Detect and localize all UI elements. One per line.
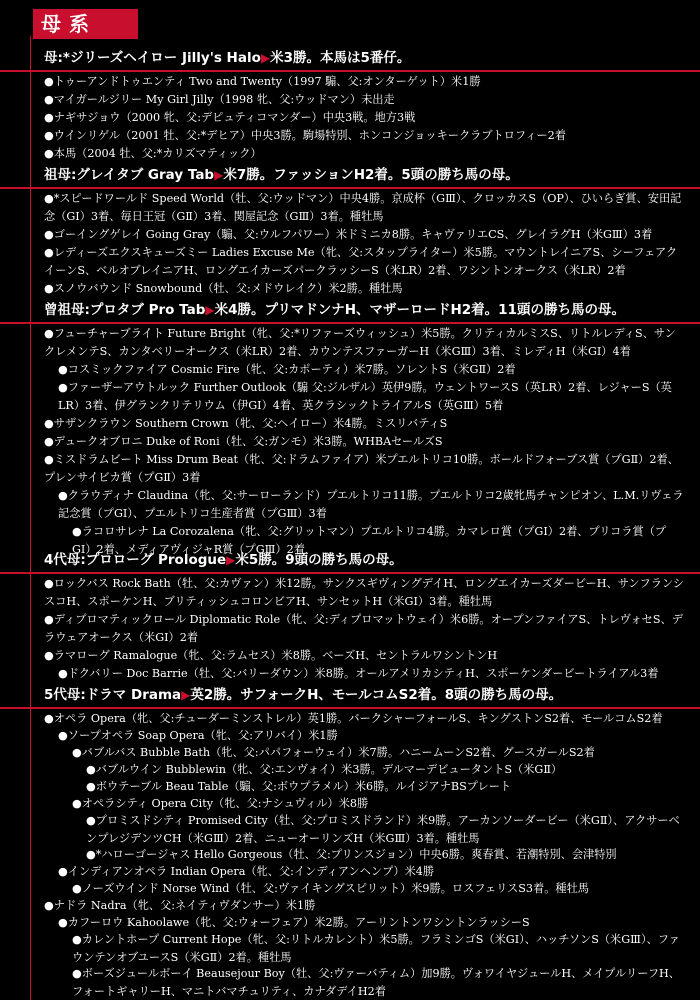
list-item: ●インディアンオペラ Indian Opera（牝、父:インディアンヘンプ）米4勝	[58, 865, 435, 878]
list-item: ●ノーズウインド Norse Wind（牡、父:ヴァイキングスピリット）米9勝。ロスフェリスS3着。種牡馬	[72, 882, 589, 895]
heading-rest: 米5勝。9頭の勝ち馬の母。	[235, 552, 403, 568]
list-item: ●コスミックファイア Cosmic Fire（牝、父:カポーティ）米7勝。ソレントS（米GⅡ）2着	[58, 363, 516, 376]
heading-rule	[0, 572, 700, 574]
list-item: ●ラコロサレナ La Corozalena（牝、父:グリットマン）プエルトリコ4勝。カマレロ賞（プGⅠ）2着、プリコラ賞（プGⅠ）2着、メディアヴィジャR賞（プGⅢ）2着	[72, 525, 667, 556]
heading-main: 母:*ジリーズヘイロー Jilly's Halo	[44, 50, 261, 66]
heading-rule	[0, 322, 700, 324]
list-item: ●トゥーアンドトゥエンティ Two and Twenty（1997 騸、父:オンターゲット）米1勝	[44, 75, 481, 88]
list-item: ●フューチャーブライト Future Bright（牝、父:*リファーズウィッシュ）米5勝。クリティカルミスS、リトルレディS、サンクレメンテS、カンタベリーオークス（米LR）2着、カウンテスファーガーH（米GⅢ）3着、ミレディH（米GⅠ）4着	[44, 327, 676, 358]
list-item: ●デュークオブロニ Duke of Roni（牡、父:ガンモ）米3勝。WHBAセールズS	[44, 435, 443, 448]
triangle-icon: ▶	[205, 303, 215, 317]
list-item: ●オペラシティ Opera City（牝、父:ナシュヴィル）米8勝	[72, 797, 369, 810]
list-item: ●カフーロウ Kahoolawe（牝、父:ウォーフェア）米2勝。アーリントンワシントンラッシーS	[58, 916, 530, 929]
triangle-icon: ▶	[181, 688, 191, 702]
heading-rule	[0, 707, 700, 709]
list-item: ●オペラ Opera（牝、父:チューダーミンストレル）英1勝。バークシャーフォールS、キングストンS2着、モールコムS2着	[44, 712, 663, 725]
list-item: ●ボーズジュールボーイ Beausejour Boy（牡、父:ヴァーバティム）加9勝。ヴォワイヤジュールH、メイプルリーフH、フォートギャリーH、マニトバマチュリティ、カナダデイH2着	[72, 967, 680, 998]
list-item: ●マイガールジリー My Girl Jilly（1998 牝、父:ウッドマン）未出走	[44, 93, 395, 106]
heading-rule	[0, 187, 700, 189]
heading-rule	[0, 70, 700, 72]
heading-main: 祖母:グレイタブ Gray Tab	[44, 167, 215, 183]
list-item: ●*ハローゴージャス Hello Gorgeous（牡、父:プリンスジョン）中央6勝。爽春賞、若潮特別、会津特別	[86, 848, 617, 861]
list-item: ●プロミスドシティ Promised City（牡、父:プロミスドランド）米9勝。アーカンソーダービー（米GⅡ）、アクサーベンプレジデンツCH（米GⅢ）2着、ニューオーリンズH（米GⅢ）3着。種牡馬	[86, 814, 680, 845]
list-item: ●レディーズエクスキューズミー Ladies Excuse Me（牝、父:スタップライター）米5勝。マウントレイニアS、シーフェアクイーンS、ベルオブレイニアH、ロングエイカーズパークラッシーS（米LR）2着、ワシントンオークス（米LR）2着	[44, 246, 678, 277]
heading-main: 曾祖母:プロタブ Pro Tab	[44, 302, 206, 318]
list-item: ●ファーザーアウトルック Further Outlook（騸 父:ジルザル）英伊9勝。ウェントワースS（英LR）2着、レジャーS（英LR）3着、伊グランクリテリウム（伊GⅠ）4着、英クラシックトライアルS（英GⅢ）5着	[58, 381, 672, 412]
list-item: ●ミスドラムビート Miss Drum Beat（牝、父:ドラムファイア）米プエルトリコ10勝。ボールドフォーブス賞（プGⅡ）2着、プレンサイビカ賞（プGⅡ）3着	[44, 453, 679, 484]
section-heading-4th-dam	[0, 548, 700, 572]
list-item: ●バブルバス Bubble Bath（牝、父:パパフォーウェイ）米7勝。ハニームーンS2着、グースガールS2着	[72, 746, 595, 759]
title-bar	[0, 0, 700, 42]
heading-rest: 米4勝。プリマドンナH、マザーロードH2着。11頭の勝ち馬の母。	[214, 302, 625, 318]
heading-main: 4代母:プロローグ Prologue	[44, 552, 227, 568]
page-title: 母系	[41, 12, 97, 36]
heading-rest: 米3勝。本馬は5番仔。	[270, 50, 411, 66]
list-item: ●ロックバス Rock Bath（牡、父:カヴァン）米12勝。サンクスギヴィングデイH、ロングエイカーズダービーH、サンフランシスコH、スポーケンH、ブリティッシュコロンビアH、サンセットH（米GⅠ）3着。種牡馬	[44, 577, 684, 608]
heading-rest: 米7勝。ファッションH2着。5頭の勝ち馬の母。	[223, 167, 519, 183]
triangle-icon: ▶	[214, 168, 224, 182]
section-heading-dam	[0, 46, 700, 70]
list-item: ●ボウテーブル Beau Table（騸、父:ボウプラメル）米6勝。ルイジアナBSプレート	[86, 780, 512, 793]
heading-main: 5代母:ドラマ Drama	[44, 687, 182, 703]
list-item: ●ラマローグ Ramalogue（牝、父:ラムセス）米8勝。ベーズH、セントラルワシントンH	[44, 649, 498, 662]
section-heading-great-granddam	[0, 298, 700, 322]
list-item: ●*スピードワールド Speed World（牡、父:ウッドマン）中央4勝。京成杯（GⅢ）、クロッカスS（OP）、ひいらぎ賞、安田記念（GⅠ）3着、毎日王冠（GⅡ）3着、関屋記念（GⅢ）3着。種牡馬	[44, 192, 682, 223]
triangle-icon: ▶	[226, 553, 236, 567]
list-item: ●ディプロマティックロール Diplomatic Role（牝、父:ディプロマットウェイ）米6勝。オープンファイアS、トレヴォセS、デラウェアオークス（米GⅠ）2着	[44, 613, 683, 644]
list-item: ●クラウディナ Claudina（牝、父:サーローランド）プエルトリコ11勝。プエルトリコ2歳牝馬チャンピオン、L.M.リヴェラ記念賞（プGⅠ）、プエルトリコ生産者賞（プGⅢ）3着	[58, 489, 684, 520]
list-item: ●ナギサジョウ（2000 牝、父:デピュティコマンダー）中央3戦。地方3戦	[44, 111, 416, 124]
list-item: ●スノウバウンド Snowbound（牡、父:メドウレイク）米2勝。種牡馬	[44, 282, 403, 295]
list-item: ●ゴーイングゲレイ Going Gray（騸、父:ウルフパワー）米ドミニカ8勝。キャヴァリエCS、グレイラグH（米GⅢ）3着	[44, 228, 653, 241]
heading-rest: 英2勝。サフォークH、モールコムS2着。8頭の勝ち馬の母。	[190, 687, 563, 703]
triangle-icon: ▶	[260, 51, 271, 65]
list-item: ●バブルウイン Bubblewin（牝、父:エンヴォイ）米3勝。デルマーデビュータントS（米GⅡ）	[86, 763, 563, 776]
title-block	[33, 9, 138, 39]
list-item: ●ナドラ Nadra（牝、父:ネイティヴダンサー）米1勝	[44, 899, 316, 912]
list-item: ●カレントホープ Current Hope（牝、父:リトルカレント）米5勝。フラミンゴS（米GⅠ）、ハッチソンS（米GⅢ）、ファウンテンオブユースS（米GⅡ）2着。種牡馬	[72, 933, 680, 964]
list-item: ●ソープオペラ Soap Opera（牝、父:アリバイ）米1勝	[58, 729, 338, 742]
list-item: ●サザンクラウン Southern Crown（牝、父:ヘイロー）米4勝。ミスリバティS	[44, 417, 448, 430]
section-heading-granddam	[0, 163, 700, 187]
list-item: ●ウインリゲル（2001 牡、父:*デヒア）中央3勝。駒場特別、ホンコンジョッキークラブトロフィー2着	[44, 129, 566, 142]
section-heading-5th-dam	[0, 683, 700, 707]
list-item: ●本馬（2004 牡、父:*カリズマティック）	[44, 147, 262, 160]
list-item: ●ドクバリー Doc Barrie（牡、父:バリーダウン）米8勝。オールアメリカシティH、スポーケンダービートライアル3着	[58, 667, 659, 680]
